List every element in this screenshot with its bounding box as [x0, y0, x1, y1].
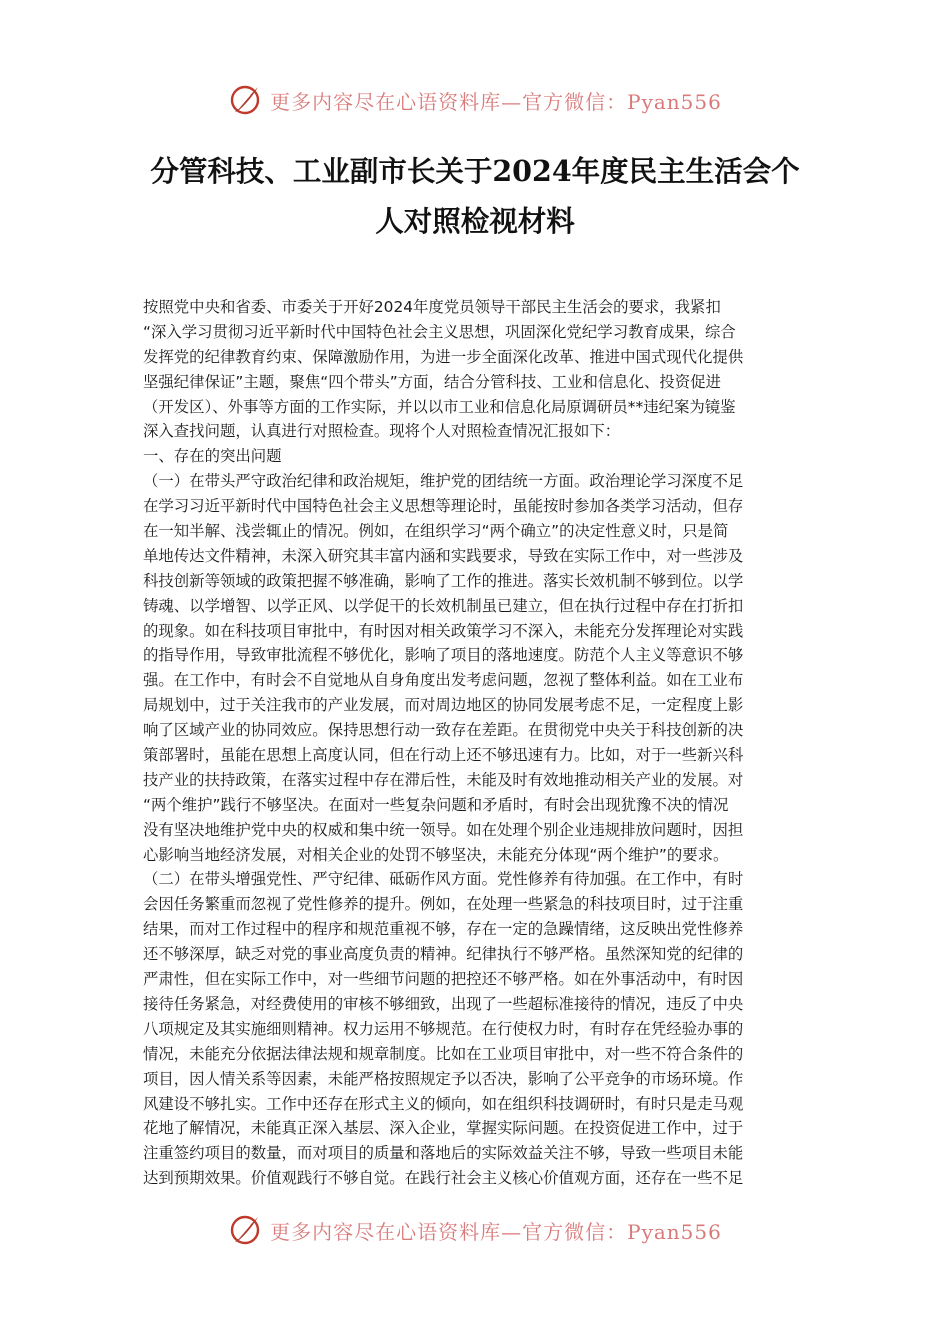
- body-line: 在一知半解、浅尝辄止的情况。例如，在组织学习“两个确立”的决定性意义时，只是简: [143, 522, 729, 541]
- body-line: 策部署时，虽能在思想上高度认同，但在行动上还不够迅速有力。比如，对于一些新兴科: [143, 746, 744, 765]
- body-line: 发挥党的纪律教育约束、保障激励作用，为进一步全面深化改革、推进中国式现代化提供: [143, 347, 744, 366]
- body-line: 接待任务紧急，对经费使用的审核不够细致，出现了一些超标准接待的情况，违反了中央: [143, 994, 744, 1013]
- body-line: 响了区域产业的协同效应。保持思想行动一致存在差距。在贯彻党中央关于科技创新的决: [143, 721, 744, 740]
- body-line: 风建设不够扎实。工作中还存在形式主义的倾向，如在组织科技调研时，有时只是走马观: [143, 1094, 744, 1113]
- body-line: 花地了解情况，未能真正深入基层、深入企业，掌握实际问题。在投资促进工作中，过于: [143, 1119, 744, 1138]
- document-title: [120, 146, 830, 246]
- body-line: 坚强纪律保证”主题，聚焦“四个带头”方面，结合分管科技、工业和信息化、投资促进: [143, 372, 721, 391]
- watermark-header: [0, 80, 950, 120]
- body-line: 项目，因人情关系等因素，未能严格按照规定予以否决，影响了公平竞争的市场环境。作: [143, 1069, 744, 1088]
- body-line: 在学习习近平新时代中国特色社会主义思想等理论时，虽能按时参加各类学习活动，但存: [143, 497, 744, 516]
- body-line: 的指导作用，导致审批流程不够优化，影响了项目的落地速度。防范个人主义等意识不够: [143, 646, 744, 665]
- body-line: 还不够深厚，缺乏对党的事业高度负责的精神。纪律执行不够严格。虽然深知党的纪律的: [143, 945, 744, 964]
- watermark-text: 更多内容尽在心语资料库—官方微信：Pyan556: [270, 1219, 722, 1244]
- body-line: 的现象。如在科技项目审批中，有时因对相关政策学习不深入，未能充分发挥理论对实践: [143, 621, 744, 640]
- body-line: 注重签约项目的数量，而对项目的质量和落地后的实际效益关注不够，导致一些项目未能: [143, 1144, 744, 1163]
- body-line: 心影响当地经济发展，对相关企业的处罚不够坚决，未能充分体现“两个维护”的要求。: [143, 845, 729, 864]
- body-line: 严肃性，但在实际工作中，对一些细节问题的把控还不够严格。如在外事活动中，有时因: [143, 970, 744, 989]
- body-line: 深入查找问题，认真进行对照检查。现将个人对照检查情况汇报如下：: [143, 422, 621, 441]
- watermark-text: 更多内容尽在心语资料库—官方微信：Pyan556: [270, 89, 722, 114]
- body-line: （二）在带头增强党性、严守纪律、砥砺作风方面。党性修养有待加强。在工作中，有时: [143, 870, 744, 889]
- body-line: 按照党中央和省委、市委关于开好2024年度党员领导干部民主生活会的要求，我紧扣: [143, 298, 721, 316]
- title-line-2: 人对照检视材料: [375, 204, 575, 238]
- body-line: 八项规定及其实施细则精神。权力运用不够规范。在行使权力时，有时存在凭经验办事的: [143, 1019, 744, 1038]
- body-line: 结果，而对工作过程中的程序和规范重视不够，存在一定的急躁情绪，这反映出党性修养: [143, 920, 744, 939]
- body-line: 会因任务繁重而忽视了党性修养的提升。例如，在处理一些紧急的科技项目时，过于注重: [143, 895, 744, 914]
- title-line-1: 分管科技、工业副市长关于2024年度民主生活会个: [150, 154, 800, 188]
- body-line: （开发区）、外事等方面的工作实际，并以以市工业和信息化局原调研员**违纪案为镜鉴: [143, 397, 736, 416]
- watermark-footer: [0, 1210, 950, 1250]
- feather-pen-logo-icon: [228, 83, 262, 117]
- body-line: 铸魂、以学增智、以学正风、以学促干的长效机制虽已建立，但在执行过程中存在打折扣: [143, 596, 744, 615]
- feather-pen-logo-icon: [228, 1213, 262, 1247]
- body-line: 科技创新等领域的政策把握不够准确，影响了工作的推进。落实长效机制不够到位。以学: [143, 571, 744, 590]
- body-line: “深入学习贯彻习近平新时代中国特色社会主义思想，巩固深化党纪学习教育成果，综合: [143, 322, 736, 341]
- body-line: 局规划中，过于关注我市的产业发展，而对周边地区的协同发展考虑不足，一定程度上影: [143, 696, 744, 715]
- body-line: 技产业的扶持政策，在落实过程中存在滞后性，未能及时有效地推动相关产业的发展。对: [143, 770, 744, 789]
- body-line: 没有坚决地维护党中央的权威和集中统一领导。如在处理个别企业违规排放问题时，因担: [143, 820, 744, 839]
- body-line: 强。在工作中，有时会不自觉地从自身角度出发考虑问题，忽视了整体利益。如在工业布: [143, 671, 744, 690]
- document-body: [143, 295, 809, 1191]
- section-heading: 一、存在的突出问题: [143, 447, 282, 466]
- body-line: （一）在带头严守政治纪律和政治规矩，维护党的团结统一方面。政治理论学习深度不足: [143, 472, 744, 491]
- body-line: 情况，未能充分依据法律法规和规章制度。比如在工业项目审批中，对一些不符合条件的: [143, 1044, 744, 1063]
- body-line: “两个维护”践行不够坚决。在面对一些复杂问题和矛盾时，有时会出现犹豫不决的情况: [143, 795, 729, 814]
- body-line: 单地传达文件精神，未深入研究其丰富内涵和实践要求，导致在实际工作中，对一些涉及: [143, 546, 744, 565]
- body-line: 达到预期效果。价值观践行不够自觉。在践行社会主义核心价值观方面，还存在一些不足: [143, 1169, 744, 1188]
